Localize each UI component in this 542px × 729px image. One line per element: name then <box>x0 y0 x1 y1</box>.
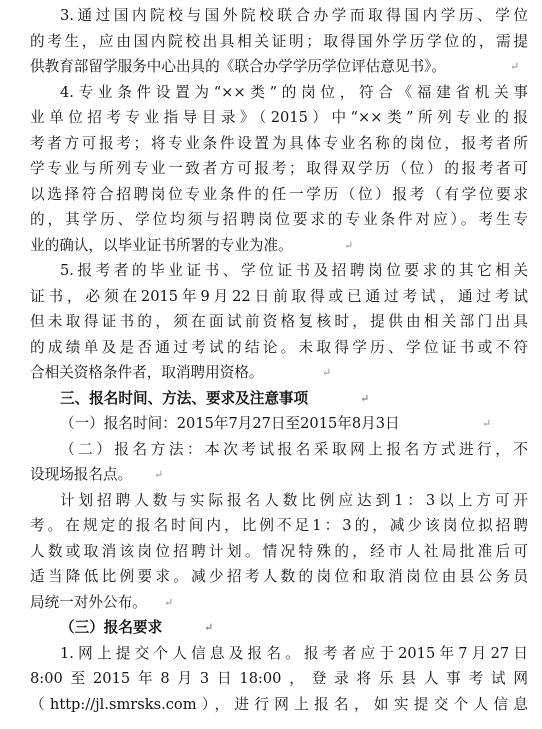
line-text: 的，其学历、学位均须与招聘岗位要求的专业条件对应）。考生专 <box>30 211 528 228</box>
text-line <box>0 233 542 259</box>
line-text: 业的确认，以毕业证书所署的专业为准。 <box>30 236 293 254</box>
line-text: 的考生，应由国内院校出具相关证明；取得国外学历学位的，需提 <box>30 32 528 50</box>
paragraph-mark-icon: ↵ <box>510 60 520 73</box>
line-text: 5.报考者的毕业证书、学位证书及招聘岗位要求的其它相关 <box>60 262 528 279</box>
text-line <box>0 131 542 157</box>
paragraph-mark-icon: ↵ <box>204 621 214 634</box>
text-line <box>0 207 542 233</box>
text-line <box>0 666 542 692</box>
text-line <box>0 360 542 386</box>
line-text: （二）报名方法：本次考试报名采取网上报名方式进行，不 <box>60 440 528 458</box>
text-line <box>0 54 542 80</box>
line-text: 业单位招考专业指导目录》（2015）中“××类”所列专业的报 <box>30 109 528 126</box>
text-line <box>0 411 542 437</box>
line-text: 三、报名时间、方法、要求及注意事项 <box>60 389 309 407</box>
text-line <box>0 309 542 335</box>
text-line <box>0 386 542 412</box>
paragraph-mark-icon: ↵ <box>360 391 370 405</box>
line-text: 考者方可报考；将专业条件设置为具体专业名称的岗位，报考者所 <box>30 134 528 152</box>
text-line <box>0 462 542 488</box>
text-line <box>0 258 542 284</box>
text-line <box>0 105 542 131</box>
line-text: 1.网上提交个人信息及报名。报考者应于2015年7月27日 <box>60 644 528 662</box>
text-line <box>0 488 542 514</box>
paragraph-mark-icon: ↵ <box>164 595 174 609</box>
text-line <box>0 641 542 667</box>
paragraph-mark-icon: ↵ <box>344 238 354 252</box>
line-text: 的成绩单及是否通过考试的结论。未取得学历、学位证书或不符 <box>30 338 528 356</box>
text-line <box>0 692 542 718</box>
line-text: 4.专业条件设置为“××类”的岗位，符合《福建省机关事 <box>60 83 528 101</box>
text-line <box>0 29 542 55</box>
text-line <box>0 156 542 182</box>
paragraph-mark-icon: ↵ <box>482 417 492 430</box>
line-text: 设现场报名点。 <box>30 466 133 483</box>
line-text: 供教育部留学服务中心出具的《联合办学学历学位评估意见书》。 <box>30 58 446 75</box>
text-line <box>0 284 542 310</box>
text-line <box>0 539 542 565</box>
text-line <box>0 335 542 361</box>
line-text: 考。在规定的报名时间内，比例不足1：3的，减少该岗位拟招聘 <box>30 517 528 534</box>
line-text: （http://jl.smrsks.com），进行网上报名，如实提交个人信息 <box>30 695 528 713</box>
text-line <box>0 437 542 463</box>
text-line <box>0 513 542 539</box>
line-text: 人数或取消该岗位招聘计划。情况特殊的，经市人社局批准后可 <box>30 542 528 560</box>
paragraph-mark-icon: ↵ <box>154 468 164 481</box>
line-text: 以选择符合招聘岗位专业条件的任一学历（位）报考（有学位要求 <box>30 185 528 203</box>
text-line <box>0 564 542 590</box>
line-text: 3.通过国内院校与国外院校联合办学而取得国内学历、学位 <box>60 7 528 24</box>
line-text: 局统一对外公布。 <box>30 593 147 611</box>
text-line <box>0 182 542 208</box>
text-line <box>0 3 542 29</box>
text-line <box>0 615 542 641</box>
line-text: 但未取得证书的，须在面试前资格复核时，提供由相关部门出具 <box>30 313 528 330</box>
line-text: 计划招聘人数与实际报名人数比例应达到1：3以上方可开 <box>60 491 528 509</box>
line-text: 8:00至2015年8月3日18:00，登录将乐县人事考试网 <box>30 670 528 687</box>
text-line <box>0 80 542 106</box>
line-text: 证书，必须在2015年9月22日前取得或已通过考试，通过考试 <box>30 287 528 305</box>
line-text: 合相关资格条件者，取消聘用资格。 <box>30 364 264 381</box>
line-text: （三）报名要求 <box>60 619 163 636</box>
line-text: 适当降低比例要求。减少招考人数的岗位和取消岗位由县公务员 <box>30 568 528 585</box>
text-line <box>0 590 542 616</box>
line-text: 学专业与所列专业一致者方可报考；取得双学历（位）的报考者可 <box>30 160 528 177</box>
paragraph-mark-icon: ↵ <box>322 366 332 379</box>
line-text: （一）报名时间：2015年7月27日至2015年8月3日 <box>60 415 400 432</box>
